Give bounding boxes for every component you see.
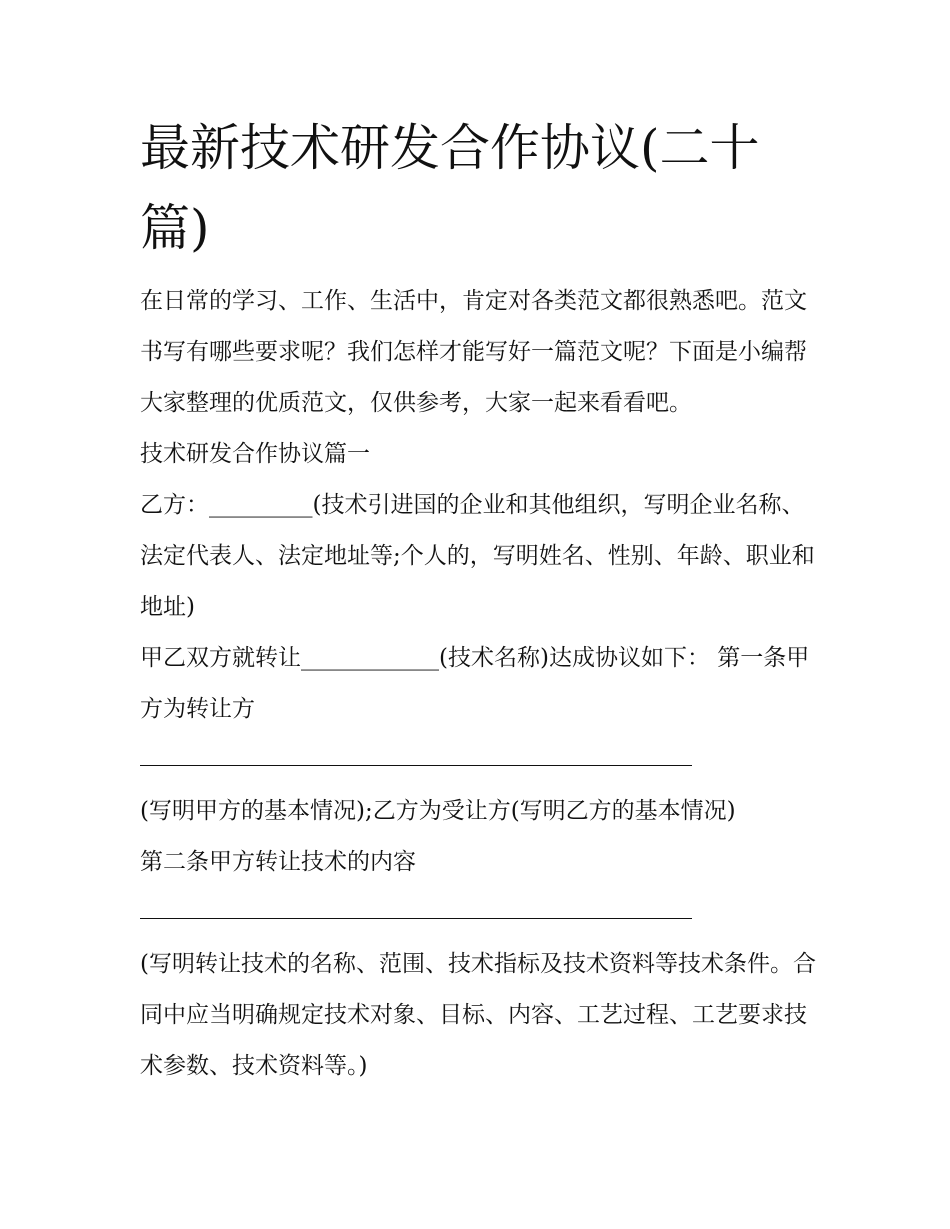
document-title: 最新技术研发合作协议(二十篇) xyxy=(140,119,760,257)
intro-paragraph: 在日常的学习、工作、生活中，肯定对各类范文都很熟悉吧。范文书写有哪些要求呢？我们怎样才能写好一篇范文呢？下面是小编帮大家整理的优质范文，仅供参考，大家一起来看看吧。 xyxy=(140,288,807,416)
document-body xyxy=(140,276,820,1092)
agreement-paragraph: 甲乙双方就转让____________(技术名称)达成协议如下： 第一条甲方为转让方 xyxy=(140,645,810,722)
party-info-paragraph: (写明甲方的基本情况);乙方为受让方(写明乙方的基本情况) xyxy=(140,798,736,824)
section-heading: 技术研发合作协议篇一 xyxy=(140,441,370,467)
blank-fill-line xyxy=(140,888,820,939)
technology-content-paragraph: (写明转让技术的名称、范围、技术指标及技术资料等技术条件。合同中应当明确规定技术对象、目标、内容、工艺过程、工艺要求技术参数、技术资料等。) xyxy=(140,951,816,1079)
blank-fill-line xyxy=(140,735,820,786)
article-two-heading: 第二条甲方转让技术的内容 xyxy=(140,849,416,875)
party-b-paragraph: 乙方：_________(技术引进国的企业和其他组织，写明企业名称、法定代表人、法定地址等;个人的，写明姓名、性别、年龄、职业和地址) xyxy=(140,492,815,620)
